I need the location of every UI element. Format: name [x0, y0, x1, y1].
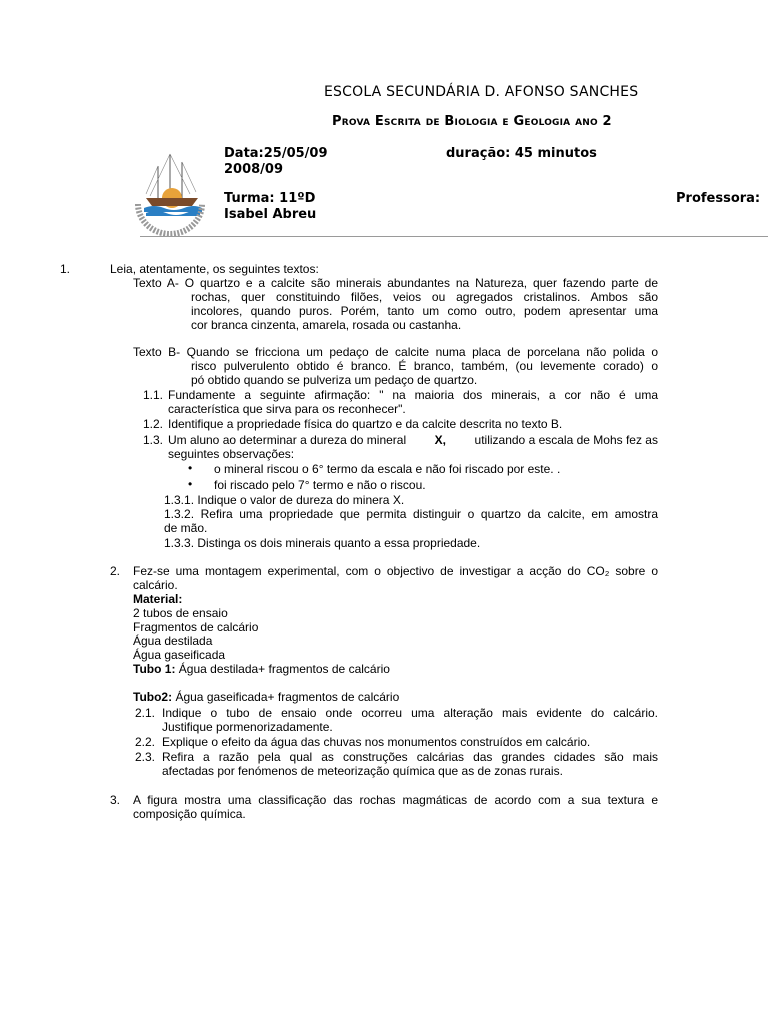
q1-3-2-cont: de mão.: [164, 521, 208, 535]
q2-material-item: Fragmentos de calcário: [133, 620, 259, 634]
q1-1-number: 1.1.: [143, 388, 164, 402]
q2-1-number: 2.1.: [135, 706, 156, 720]
q2-number: 2.: [110, 564, 121, 578]
q1-textB-line: pó obtido quando se pulveriza um pedaço de quartzo.: [191, 373, 478, 387]
class-label: Turma: 11ºD: [224, 191, 316, 206]
q2-1-text: Indique o tubo de ensaio onde ocorreu uma alteração mais evidente do calcário.: [162, 706, 658, 720]
q1-3-number: 1.3.: [143, 433, 164, 447]
school-logo: [130, 148, 210, 240]
q1-3-bullet: foi riscado pelo 7° termo e não o riscou.: [214, 478, 426, 492]
q1-3-text-line2: seguintes observações:: [168, 447, 295, 461]
q3-text: A figura mostra uma classificação das rochas magmáticas de acordo com a sua textura e: [133, 793, 658, 807]
q2-material-item: Água gaseificada: [133, 648, 226, 662]
q2-tubo1-label: Tubo 1:: [133, 662, 176, 676]
q1-1-text: característica que sirva para os reconhecer".: [168, 402, 406, 416]
q2-tubo1-text: Água destilada+ fragmentos de calcário: [178, 662, 390, 676]
q1-3-text: [168, 433, 658, 448]
header-divider: [140, 236, 768, 237]
q1-number: 1.: [60, 262, 71, 276]
q1-textA-line: Texto A- O quartzo e a calcite são minerais abundantes na Natureza, quer fazendo parte de: [133, 276, 658, 290]
q1-textB-line: risco pulverulento obtido é branco. É branco, também, (ou levemente corado) o: [191, 359, 658, 373]
q2-1-text-cont: Justifique pormenorizadamente.: [162, 720, 333, 734]
q1-textA-line: incolores, quando puros. Porém, tanto um como outro, podem apresentar uma: [191, 304, 658, 318]
exam-duration: duração: 45 minutos: [446, 146, 597, 161]
q2-tubo1: [133, 662, 390, 677]
q1-textA-line: rochas, quer constituindo filões, veios ou agregados cristalinos. Ambos são: [191, 290, 658, 304]
q2-2-text: Explique o efeito da água das chuvas nos monumentos construídos em calcário.: [162, 735, 591, 749]
q1-3-mineral-x: X,: [434, 433, 446, 447]
school-year: 2008/09: [224, 162, 284, 177]
q3-text-cont: composição química.: [133, 807, 246, 821]
bullet-icon: •: [188, 477, 193, 491]
q2-intro-cont: calcário.: [133, 578, 178, 592]
q1-3-text-b: utilizando a escala de Mohs fez as: [474, 433, 658, 447]
exam-title: Prova Escrita de Biologia e Geologia ano 2: [332, 114, 612, 129]
teacher-label: Professora:: [676, 191, 761, 206]
q1-textA-line: cor branca cinzenta, amarela, rosada ou castanha.: [191, 318, 462, 332]
school-name: ESCOLA SECUNDÁRIA D. AFONSO SANCHES: [324, 84, 639, 100]
q1-textB-line: Texto B- Quando se fricciona um pedaço de calcite numa placa de porcelana não polida o: [133, 345, 658, 359]
q2-tubo2-text: Água gaseificada+ fragmentos de calcário: [175, 690, 400, 704]
bullet-icon: •: [188, 461, 193, 475]
q2-3-number: 2.3.: [135, 750, 156, 764]
q2-material-label: Material:: [133, 592, 183, 606]
q1-intro: Leia, atentamente, os seguintes textos:: [110, 262, 319, 276]
q1-3-2: 1.3.2. Refira uma propriedade que permita distinguir o quartzo da calcite, em amostra: [164, 507, 658, 521]
q2-tubo2: [133, 690, 399, 705]
q2-material-item: 2 tubos de ensaio: [133, 606, 228, 620]
q2-2-number: 2.2.: [135, 735, 156, 749]
q1-2-number: 1.2.: [143, 417, 164, 431]
q1-1-text: Fundamente a seguinte afirmação: " na maioria dos minerais, a cor não é uma: [168, 388, 658, 402]
q1-3-bullet: o mineral riscou o 6° termo da escala e não foi riscado por este. .: [214, 462, 561, 476]
q1-2-text: Identifique a propriedade física do quartzo e da calcite descrita no texto B.: [168, 417, 563, 431]
q1-3-text-a: Um aluno ao determinar a dureza do mineral: [168, 433, 407, 447]
teacher-name: Isabel Abreu: [224, 207, 317, 222]
q2-3-text: Refira a razão pela qual as construções calcárias das grandes cidades são mais: [162, 750, 658, 764]
q1-3-1: 1.3.1. Indique o valor de dureza do minera X.: [164, 493, 405, 507]
q2-3-text-cont: afectadas por fenómenos de meteorização química que as de zonas rurais.: [162, 764, 563, 778]
exam-date: Data:25/05/09: [224, 146, 328, 161]
q1-3-3: 1.3.3. Distinga os dois minerais quanto a essa propriedade.: [164, 536, 481, 550]
q2-tubo2-label: Tubo2:: [133, 690, 173, 704]
q3-number: 3.: [110, 793, 121, 807]
q2-intro: Fez-se uma montagem experimental, com o objectivo de investigar a acção do CO₂ sobre o: [133, 564, 658, 578]
q2-material-item: Água destilada: [133, 634, 213, 648]
